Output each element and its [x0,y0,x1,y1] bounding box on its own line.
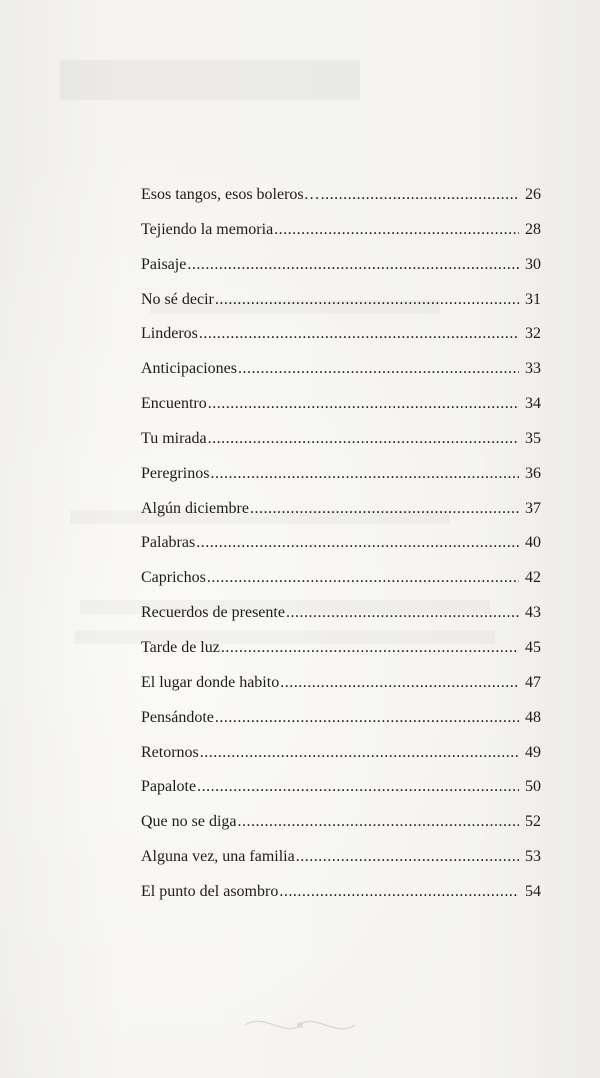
toc-title: Palabras [141,534,196,552]
toc-page-number: 33 [525,360,541,378]
toc-page-number: 36 [525,464,541,482]
toc-leader-dots [238,358,519,380]
toc-entry [141,811,541,846]
toc-title: Anticipaciones [141,360,237,378]
toc-title: Algún diciembre [141,499,249,517]
toc-leader-dots [279,881,519,903]
toc-title: No sé decir [141,290,214,308]
toc-entry [141,602,541,637]
toc-leader-dots [274,219,519,241]
toc-title: Esos tangos, esos boleros… [141,186,320,203]
toc-entry [141,637,541,672]
toc-page-number: 43 [525,604,541,622]
toc-leader-dots [238,811,519,833]
toc-entry [141,846,541,881]
toc-title: Encuentro [141,395,207,413]
toc-leader-dots [197,776,519,798]
toc-entry [141,742,541,777]
toc-entry [141,428,541,463]
toc-entry [141,532,541,567]
toc-title: Peregrinos [141,464,210,482]
toc-page-number: 40 [525,534,541,552]
toc-title: Caprichos [141,569,206,587]
toc-leader-dots [280,672,519,694]
toc-title: Alguna vez, una familia [141,848,295,866]
toc-leader-dots [208,428,519,450]
toc-page-number: 53 [525,848,541,866]
toc-page-number: 26 [525,186,541,203]
toc-entry [141,393,541,428]
toc-page-number: 50 [525,778,541,796]
toc-title: Pensándote [141,708,214,726]
toc-title: Retornos [141,743,199,761]
toc-page-number: 30 [525,255,541,273]
toc-title: Papalote [141,778,197,796]
toc-title: El punto del asombro [141,882,279,900]
toc-entry [141,672,541,707]
toc-entry [141,463,541,498]
toc-title: Que no se diga [141,813,237,831]
toc-entry [141,707,541,742]
toc-leader-dots [207,567,519,589]
toc-page-number: 47 [525,673,541,691]
toc-leader-dots [286,602,519,624]
toc-title: Linderos [141,325,198,343]
ornament-flourish-icon [240,1010,360,1040]
toc-title: Tu mirada [141,429,207,447]
toc-page-number: 54 [525,882,541,900]
toc-title: El lugar donde habito [141,673,280,691]
toc-title: Tarde de luz [141,638,220,656]
table-of-contents [141,184,541,916]
toc-leader-dots [196,532,519,554]
toc-page-number: 34 [525,395,541,413]
toc-page-number: 45 [525,638,541,656]
toc-leader-dots [187,254,519,276]
toc-leader-dots [250,498,519,520]
toc-leader-dots [210,463,519,485]
toc-page-number: 42 [525,569,541,587]
toc-entry [141,776,541,811]
toc-entry [141,184,541,219]
toc-title: Recuerdos de presente [141,604,285,622]
toc-page-number: 28 [525,220,541,238]
toc-leader-dots [200,742,519,764]
toc-entry [141,498,541,533]
toc-page-number: 32 [525,325,541,343]
toc-entry [141,881,541,916]
toc-leader-dots [215,289,519,311]
toc-leader-dots [296,846,519,868]
toc-entry [141,254,541,289]
toc-page-number: 52 [525,813,541,831]
toc-leader-dots [221,637,519,659]
toc-title: Tejiendo la memoria [141,220,274,238]
toc-title: Paisaje [141,255,187,273]
toc-entry [141,289,541,324]
toc-entry [141,567,541,602]
toc-leader-dots [215,707,519,729]
toc-page-number: 48 [525,708,541,726]
toc-page-number: 37 [525,499,541,517]
toc-entry [141,219,541,254]
show-through-ghost [60,60,360,100]
toc-leader-dots [199,323,519,345]
toc-page-number: 35 [525,429,541,447]
toc-page-number: 49 [525,743,541,761]
toc-page-number: 31 [525,290,541,308]
toc-leader-dots [321,184,519,206]
toc-leader-dots [208,393,519,415]
toc-entry [141,323,541,358]
toc-entry [141,358,541,393]
